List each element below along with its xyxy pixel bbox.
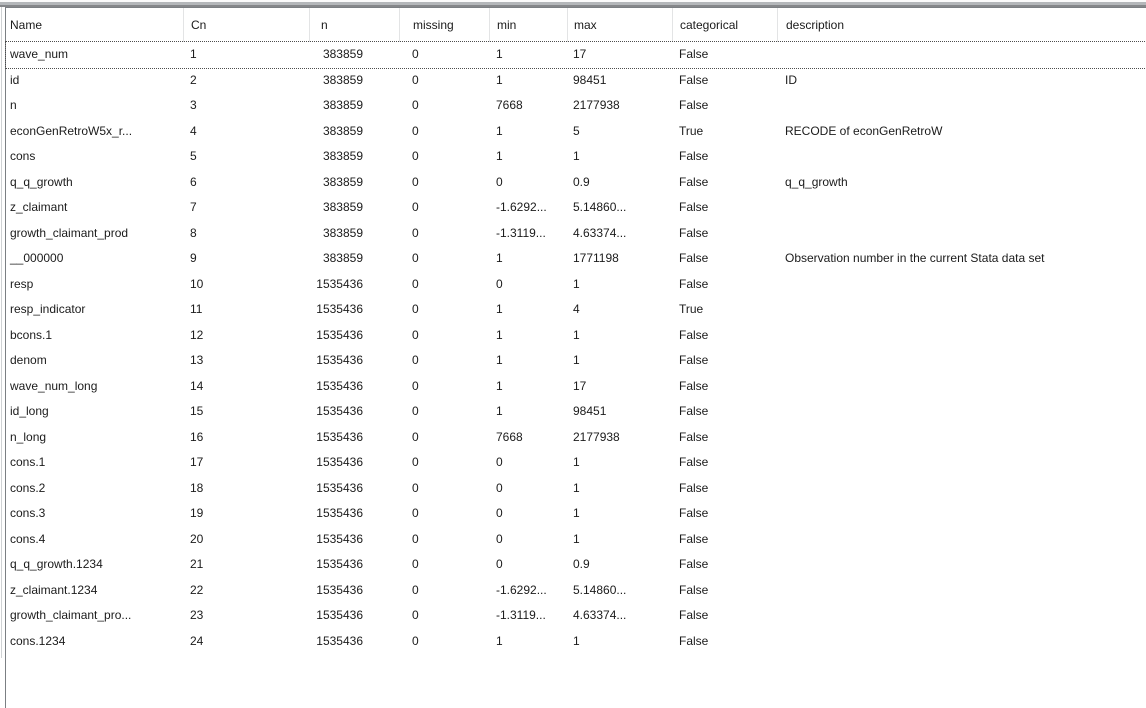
cell-name: cons.1 [10, 455, 46, 469]
cell-name: wave_num [10, 47, 69, 61]
cell-categorical: False [679, 378, 709, 393]
cell-min: -1.6292... [496, 200, 547, 214]
cell-max: 17 [573, 47, 587, 61]
cell-n: 1535436 [316, 633, 363, 648]
cell-missing: 0 [412, 47, 419, 61]
column-header-max[interactable]: max [567, 8, 672, 42]
cell-max: 4.63374... [573, 608, 627, 622]
cell-cn: 16 [190, 429, 204, 444]
cell-missing: 0 [412, 480, 419, 495]
cell-description: Observation number in the current Stata data set [785, 251, 1045, 265]
cell-categorical: False [679, 531, 709, 546]
cell-missing: 0 [412, 531, 419, 546]
cell-missing: 0 [412, 251, 419, 265]
cell-name: z_claimant [10, 200, 68, 214]
cell-cn: 17 [190, 455, 204, 469]
cell-min: 1 [496, 47, 503, 61]
table-header [6, 8, 1146, 42]
cell-categorical: False [679, 429, 709, 444]
cell-missing: 0 [412, 506, 419, 520]
cell-cn: 11 [190, 302, 203, 316]
cell-min: 1 [496, 404, 503, 418]
cell-max: 5.14860... [573, 200, 627, 214]
cell-cn: 12 [190, 327, 204, 342]
cell-categorical: False [679, 47, 709, 61]
cell-categorical: False [679, 149, 709, 163]
column-header-name[interactable]: Name [10, 18, 43, 32]
cell-min: 1 [496, 633, 503, 648]
table-row[interactable] [6, 195, 1146, 221]
cell-min: 0 [496, 455, 503, 469]
cell-n: 383859 [322, 72, 363, 87]
cell-min: 1 [496, 378, 503, 393]
cell-categorical: False [679, 174, 709, 189]
cell-max: 1 [573, 327, 580, 342]
cell-name: cons.2 [10, 480, 46, 495]
cell-categorical: False [679, 404, 709, 418]
cell-categorical: True [679, 302, 704, 316]
cell-n: 1535436 [316, 582, 363, 597]
cell-max: 1771198 [573, 251, 619, 265]
top-splitter-strip [0, 0, 1146, 7]
cell-min: 0 [496, 276, 503, 291]
cell-categorical: False [679, 582, 709, 597]
table-row[interactable] [6, 450, 1146, 476]
cell-categorical: False [679, 225, 709, 240]
cell-cn: 23 [190, 608, 204, 622]
cell-name: q_q_growth.1234 [10, 557, 103, 571]
table-row[interactable] [6, 552, 1146, 578]
table-row[interactable] [6, 170, 1146, 196]
cell-max: 1 [573, 506, 580, 520]
cell-n: 1535436 [316, 327, 363, 342]
cell-cn: 6 [190, 174, 197, 189]
column-header-min[interactable]: min [489, 8, 567, 42]
cell-n: 1535436 [316, 557, 363, 571]
cell-max: 1 [573, 149, 580, 163]
cell-n: 383859 [322, 174, 363, 189]
variable-summary-table [5, 7, 1146, 708]
column-header-n[interactable]: n [309, 8, 399, 42]
cell-n: 383859 [322, 149, 363, 163]
table-row[interactable] [6, 629, 1146, 655]
cell-n: 1535436 [316, 276, 363, 291]
cell-cn: 22 [190, 582, 204, 597]
cell-n: 1535436 [316, 302, 363, 316]
table-row[interactable] [6, 119, 1146, 145]
cell-min: 0 [496, 506, 503, 520]
cell-categorical: False [679, 251, 709, 265]
cell-cn: 20 [190, 531, 204, 546]
cell-min: 0 [496, 480, 503, 495]
cell-missing: 0 [412, 557, 419, 571]
cell-missing: 0 [412, 72, 419, 87]
cell-name: cons [10, 149, 36, 163]
cell-cn: 1 [190, 47, 197, 61]
cell-missing: 0 [412, 98, 419, 112]
cell-min: 1 [496, 327, 503, 342]
cell-n: 1535436 [316, 378, 363, 393]
cell-categorical: False [679, 98, 709, 112]
cell-max: 98451 [573, 404, 607, 418]
cell-name: econGenRetroW5x_r... [10, 123, 133, 138]
cell-name: cons.4 [10, 531, 46, 546]
cell-max: 4 [573, 302, 580, 316]
cell-missing: 0 [412, 200, 419, 214]
table-row[interactable] [6, 425, 1146, 451]
cell-n: 1535436 [316, 353, 363, 367]
cell-max: 4.63374... [573, 225, 627, 240]
cell-min: 1 [496, 123, 503, 138]
cell-name: q_q_growth [10, 174, 73, 189]
cell-min: 7668 [496, 98, 523, 112]
cell-cn: 7 [190, 200, 197, 214]
cell-n: 383859 [322, 251, 363, 265]
cell-max: 98451 [573, 72, 607, 87]
cell-max: 0.9 [573, 174, 590, 189]
table-row[interactable] [6, 603, 1146, 629]
cell-n: 383859 [322, 123, 363, 138]
cell-min: -1.6292... [496, 582, 547, 597]
cell-name: n [10, 98, 17, 112]
cell-categorical: False [679, 633, 709, 648]
cell-max: 1 [573, 633, 580, 648]
cell-n: 383859 [322, 47, 363, 61]
cell-categorical: False [679, 72, 709, 87]
cell-n: 1535436 [316, 608, 363, 622]
cell-cn: 8 [190, 225, 197, 240]
cell-name: cons.3 [10, 506, 46, 520]
cell-min: 0 [496, 531, 503, 546]
cell-n: 383859 [322, 225, 363, 240]
cell-n: 1535436 [316, 455, 363, 469]
cell-description: ID [785, 72, 797, 87]
panel-outer-edge [1, 7, 2, 658]
cell-description: q_q_growth [785, 174, 848, 189]
table-body [6, 42, 1146, 654]
table-row[interactable] [6, 68, 1146, 94]
cell-name: growth_claimant_prod [10, 225, 129, 240]
cell-cn: 24 [190, 633, 204, 648]
cell-missing: 0 [412, 276, 419, 291]
cell-max: 1 [573, 531, 580, 546]
cell-cn: 3 [190, 98, 197, 112]
cell-n: 1535436 [316, 404, 363, 418]
cell-name: resp [10, 276, 34, 291]
cell-missing: 0 [412, 149, 419, 163]
cell-missing: 0 [412, 302, 419, 316]
cell-max: 5 [573, 123, 580, 138]
cell-min: 1 [496, 251, 503, 265]
cell-cn: 4 [190, 123, 197, 138]
cell-categorical: True [679, 123, 704, 138]
column-header-description[interactable]: description [777, 8, 1146, 42]
cell-min: -1.3119... [496, 608, 546, 622]
cell-missing: 0 [412, 123, 419, 138]
cell-max: 1 [573, 276, 580, 291]
cell-cn: 2 [190, 72, 197, 87]
cell-name: resp_indicator [10, 302, 86, 316]
column-header-cn[interactable]: Cn [183, 8, 309, 42]
cell-categorical: False [679, 455, 709, 469]
cell-cn: 18 [190, 480, 204, 495]
cell-max: 2177938 [573, 429, 620, 444]
cell-max: 1 [573, 455, 580, 469]
cell-missing: 0 [412, 327, 419, 342]
cell-min: 7668 [496, 429, 523, 444]
cell-name: bcons.1 [10, 327, 53, 342]
cell-name: n_long [10, 429, 47, 444]
cell-name: id [10, 72, 20, 87]
cell-categorical: False [679, 608, 709, 622]
cell-cn: 9 [190, 251, 197, 265]
cell-missing: 0 [412, 378, 419, 393]
cell-cn: 5 [190, 149, 197, 163]
column-header-categorical[interactable]: categorical [672, 8, 777, 42]
table-row[interactable] [6, 578, 1146, 604]
cell-name: id_long [10, 404, 49, 418]
cell-categorical: False [679, 327, 709, 342]
cell-max: 17 [573, 378, 587, 393]
cell-missing: 0 [412, 582, 419, 597]
cell-min: 0 [496, 557, 503, 571]
cell-min: 1 [496, 302, 503, 316]
cell-n: 383859 [322, 98, 363, 112]
cell-max: 2177938 [573, 98, 620, 112]
cell-n: 1535436 [316, 531, 363, 546]
table-row[interactable] [6, 246, 1146, 272]
table-row[interactable] [6, 501, 1146, 527]
cell-n: 1535436 [316, 429, 363, 444]
cell-cn: 19 [190, 506, 204, 520]
cell-max: 0.9 [573, 557, 590, 571]
cell-min: -1.3119... [496, 225, 546, 240]
cell-missing: 0 [412, 608, 419, 622]
table-row[interactable] [6, 476, 1146, 502]
cell-missing: 0 [412, 633, 419, 648]
cell-name: growth_claimant_pro... [10, 608, 132, 622]
cell-cn: 10 [190, 276, 204, 291]
cell-cn: 15 [190, 404, 204, 418]
cell-min: 0 [496, 174, 503, 189]
table-row[interactable] [6, 93, 1146, 119]
column-header-missing[interactable]: missing [399, 8, 489, 42]
cell-cn: 14 [190, 378, 204, 393]
table-row[interactable] [6, 144, 1146, 170]
cell-categorical: False [679, 200, 709, 214]
cell-missing: 0 [412, 455, 419, 469]
cell-missing: 0 [412, 225, 419, 240]
cell-max: 1 [573, 480, 580, 495]
cell-min: 1 [496, 149, 503, 163]
cell-categorical: False [679, 353, 709, 367]
table-row[interactable] [6, 527, 1146, 553]
cell-cn: 13 [190, 353, 204, 367]
cell-categorical: False [679, 557, 709, 571]
cell-missing: 0 [412, 429, 419, 444]
cell-missing: 0 [412, 174, 419, 189]
cell-max: 5.14860... [573, 582, 627, 597]
table-row[interactable] [6, 374, 1146, 400]
table-row[interactable] [6, 348, 1146, 374]
cell-name: wave_num_long [10, 378, 98, 393]
cell-categorical: False [679, 506, 709, 520]
table-row[interactable] [6, 323, 1146, 349]
cell-name: z_claimant.1234 [10, 582, 98, 597]
cell-categorical: False [679, 480, 709, 495]
cell-min: 1 [496, 353, 503, 367]
cell-n: 1535436 [316, 480, 363, 495]
cell-name: __000000 [10, 251, 64, 265]
cell-n: 1535436 [316, 506, 363, 520]
cell-cn: 21 [190, 557, 204, 571]
cell-categorical: False [679, 276, 709, 291]
table-row[interactable] [6, 399, 1146, 425]
cell-name: cons.1234 [10, 633, 66, 648]
cell-missing: 0 [412, 404, 419, 418]
cell-n: 383859 [322, 200, 363, 214]
table-row[interactable] [6, 297, 1146, 323]
cell-min: 1 [496, 72, 503, 87]
table-row[interactable] [6, 42, 1146, 68]
table-row[interactable] [6, 272, 1146, 298]
cell-missing: 0 [412, 353, 419, 367]
table-row[interactable] [6, 221, 1146, 247]
cell-name: denom [10, 353, 47, 367]
cell-max: 1 [573, 353, 580, 367]
cell-description: RECODE of econGenRetroW [785, 123, 943, 138]
